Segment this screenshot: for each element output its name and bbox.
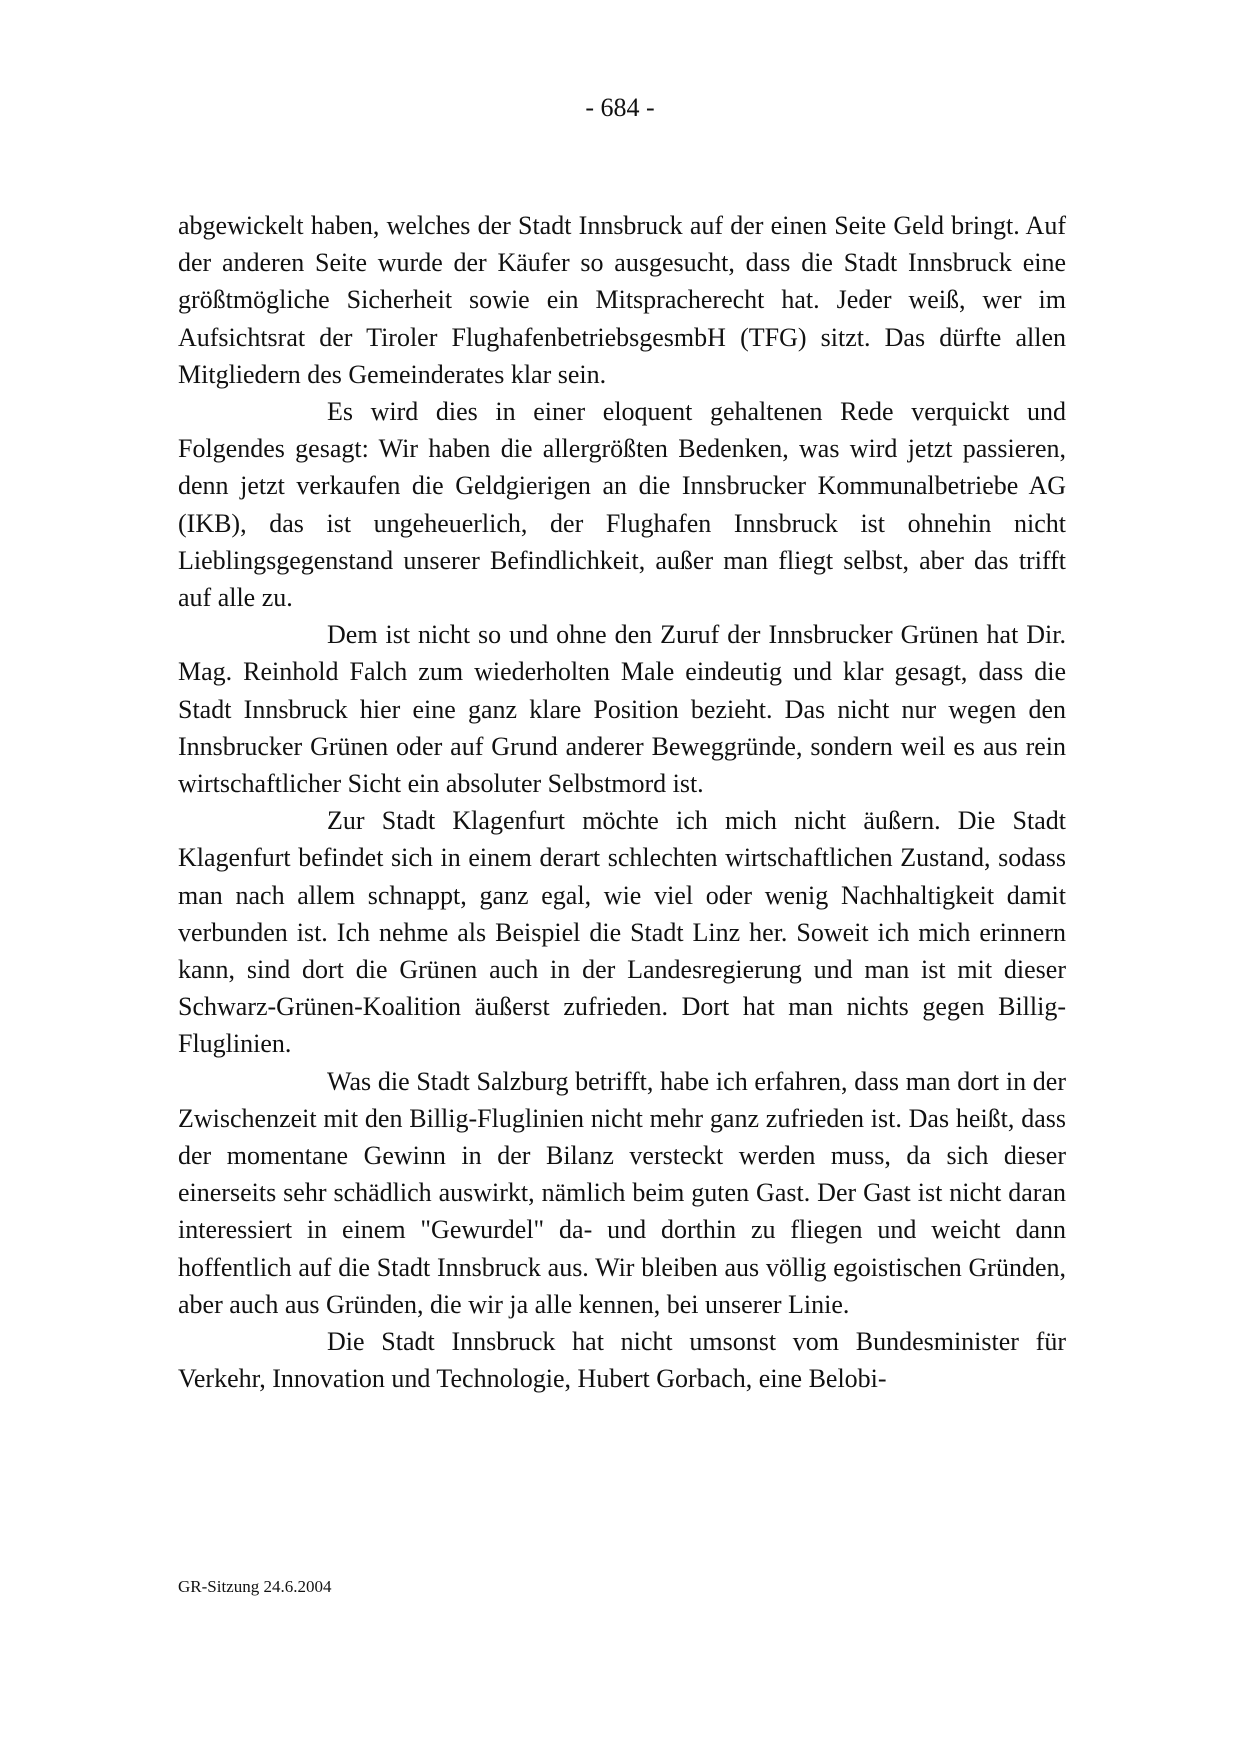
- body-text: [178, 207, 1066, 1398]
- paragraph-1: abgewickelt haben, welches der Stadt Innsbruck auf der einen Seite Geld bringt. Auf der anderen Seite wurde der Käufer so ausgesucht, dass die Stadt Innsbruck eine größtmögliche Sicherheit sowie ein Mitspracherecht hat. Jeder weiß, wer im Aufsichtsrat der Tiroler FlughafenbetriebsgesmbH (TFG) sitzt. Das dürfte allen Mitgliedern des Gemeinderates klar sein.: [178, 211, 1066, 389]
- paragraph-4: Zur Stadt Klagenfurt möchte ich mich nicht äußern. Die Stadt Klagenfurt befindet sich in einem derart schlechten wirtschaftlichen Zustand, sodass man nach allem schnappt, ganz egal, wie viel oder wenig Nachhaltigkeit damit verbunden ist. Ich nehme als Beispiel die Stadt Linz her. Soweit ich mich erinnern kann, sind dort die Grünen auch in der Landesregierung und man ist mit dieser Schwarz-Grünen-Koalition äußerst zufrieden. Dort hat man nichts gegen Billig-Fluglinien.: [178, 806, 1066, 1059]
- paragraph-5: Was die Stadt Salzburg betrifft, habe ich erfahren, dass man dort in der Zwischenzeit mit den Billig-Fluglinien nicht mehr ganz zufrieden ist. Das heißt, dass der momentane Gewinn in der Bilanz versteckt werden muss, da sich dieser einerseits sehr schädlich auswirkt, nämlich beim guten Gast. Der Gast ist nicht daran interessiert in einem "Gewurdel" da- und dorthin zu fliegen und weicht dann hoffentlich auf die Stadt Innsbruck aus. Wir bleiben aus völlig egoistischen Gründen, aber auch aus Gründen, die wir ja alle kennen, bei unserer Linie.: [178, 1066, 1066, 1319]
- paragraph-3: Dem ist nicht so und ohne den Zuruf der Innsbrucker Grünen hat Dir. Mag. Reinhold Falch zum wiederholten Male eindeutig und klar gesagt, dass die Stadt Innsbruck hier eine ganz klare Position bezieht. Das nicht nur wegen den Innsbrucker Grünen oder auf Grund anderer Beweggründe, sondern weil es aus rein wirtschaftlicher Sicht ein absoluter Selbstmord ist.: [178, 620, 1066, 799]
- footer-session-date: GR-Sitzung 24.6.2004: [178, 1577, 332, 1596]
- page-number: - 684 -: [585, 93, 655, 122]
- paragraph-6: Die Stadt Innsbruck hat nicht umsonst vom Bundesminister für Verkehr, Innovation und Technologie, Hubert Gorbach, eine Belobi-: [178, 1327, 1066, 1394]
- paragraph-2: Es wird dies in einer eloquent gehaltenen Rede verquickt und Folgendes gesagt: Wir haben die allergrößten Bedenken, was wird jetzt passieren, denn jetzt verkaufen die Geldgierigen an die Innsbrucker Kommunalbetriebe AG (IKB), das ist ungeheuerlich, der Flughafen Innsbruck ist ohnehin nicht Lieblingsgegenstand unserer Befindlichkeit, außer man fliegt selbst, aber das trifft auf alle zu.: [178, 397, 1066, 613]
